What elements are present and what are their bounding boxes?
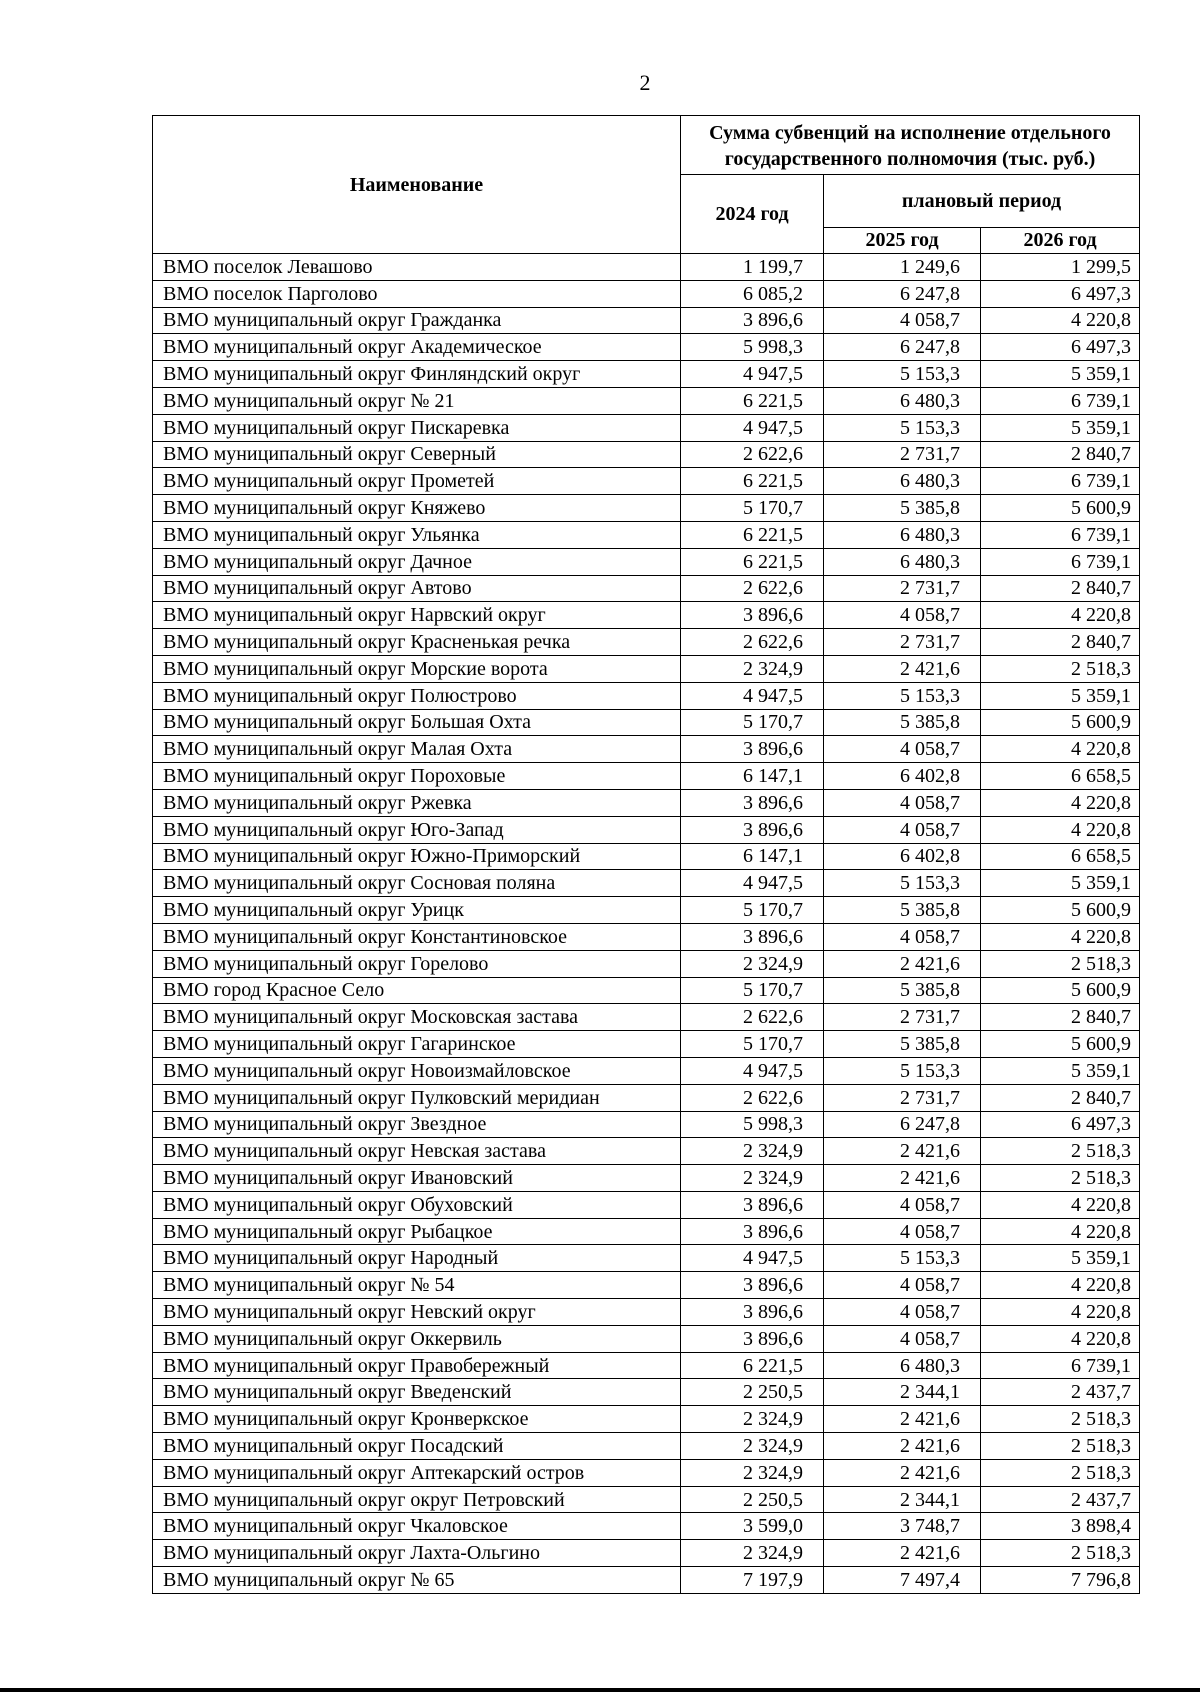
table-row — [153, 629, 1140, 656]
cell-2024: 3 896,6 — [681, 307, 824, 334]
cell-name: ВМО муниципальный округ Народный — [153, 1245, 681, 1272]
table-row — [153, 1111, 1140, 1138]
cell-2026: 2 840,7 — [981, 441, 1140, 468]
table-row — [153, 1004, 1140, 1031]
cell-2026: 6 739,1 — [981, 521, 1140, 548]
cell-2024: 3 599,0 — [681, 1513, 824, 1540]
table-row — [153, 843, 1140, 870]
cell-2026: 4 220,8 — [981, 307, 1140, 334]
table-row — [153, 602, 1140, 629]
cell-2025: 2 421,6 — [824, 1433, 981, 1460]
cell-2025: 5 153,3 — [824, 1245, 981, 1272]
header-year-2025: 2025 год — [824, 227, 981, 254]
cell-2024: 5 998,3 — [681, 1111, 824, 1138]
cell-2025: 6 480,3 — [824, 387, 981, 414]
cell-2026: 2 840,7 — [981, 629, 1140, 656]
cell-name: ВМО муниципальный округ Звездное — [153, 1111, 681, 1138]
cell-2025: 4 058,7 — [824, 789, 981, 816]
cell-2024: 3 896,6 — [681, 1299, 824, 1326]
cell-2025: 2 344,1 — [824, 1486, 981, 1513]
table-row — [153, 414, 1140, 441]
cell-2024: 6 147,1 — [681, 843, 824, 870]
cell-2025: 6 247,8 — [824, 1111, 981, 1138]
table-row — [153, 334, 1140, 361]
table-row — [153, 468, 1140, 495]
subventions-table — [152, 115, 1140, 1594]
cell-2026: 4 220,8 — [981, 602, 1140, 629]
cell-2026: 3 898,4 — [981, 1513, 1140, 1540]
cell-2025: 4 058,7 — [824, 736, 981, 763]
cell-2026: 4 220,8 — [981, 1325, 1140, 1352]
cell-2025: 2 421,6 — [824, 1459, 981, 1486]
cell-2025: 2 344,1 — [824, 1379, 981, 1406]
cell-name: ВМО муниципальный округ Ульянка — [153, 521, 681, 548]
table-row — [153, 1218, 1140, 1245]
cell-name: ВМО муниципальный округ Красненькая речка — [153, 629, 681, 656]
cell-2025: 5 153,3 — [824, 682, 981, 709]
cell-2024: 4 947,5 — [681, 361, 824, 388]
cell-2026: 2 518,3 — [981, 950, 1140, 977]
cell-name: ВМО муниципальный округ Нарвский округ — [153, 602, 681, 629]
cell-2026: 6 497,3 — [981, 334, 1140, 361]
cell-2024: 2 622,6 — [681, 1004, 824, 1031]
cell-2025: 2 731,7 — [824, 1084, 981, 1111]
table-row — [153, 495, 1140, 522]
cell-2024: 2 324,9 — [681, 1433, 824, 1460]
cell-name: ВМО муниципальный округ Южно-Приморский — [153, 843, 681, 870]
cell-2024: 3 896,6 — [681, 1325, 824, 1352]
cell-2024: 2 324,9 — [681, 950, 824, 977]
cell-2026: 6 739,1 — [981, 1352, 1140, 1379]
cell-2024: 6 221,5 — [681, 548, 824, 575]
cell-name: ВМО муниципальный округ Морские ворота — [153, 655, 681, 682]
cell-2025: 4 058,7 — [824, 602, 981, 629]
cell-2025: 5 385,8 — [824, 495, 981, 522]
cell-2026: 5 600,9 — [981, 897, 1140, 924]
cell-name: ВМО муниципальный округ Лахта-Ольгино — [153, 1540, 681, 1567]
cell-2025: 2 731,7 — [824, 629, 981, 656]
cell-name: ВМО муниципальный округ Рыбацкое — [153, 1218, 681, 1245]
cell-2026: 2 518,3 — [981, 1165, 1140, 1192]
cell-2026: 4 220,8 — [981, 816, 1140, 843]
cell-2025: 2 421,6 — [824, 1165, 981, 1192]
cell-name: ВМО муниципальный округ Северный — [153, 441, 681, 468]
cell-name: ВМО муниципальный округ Полюстрово — [153, 682, 681, 709]
cell-name: ВМО муниципальный округ Юго-Запад — [153, 816, 681, 843]
table-row — [153, 1191, 1140, 1218]
cell-2024: 2 250,5 — [681, 1379, 824, 1406]
cell-2024: 3 896,6 — [681, 789, 824, 816]
cell-name: ВМО муниципальный округ Пискаревка — [153, 414, 681, 441]
table-row — [153, 977, 1140, 1004]
cell-name: ВМО муниципальный округ Академическое — [153, 334, 681, 361]
cell-2026: 2 840,7 — [981, 1084, 1140, 1111]
cell-2025: 2 731,7 — [824, 441, 981, 468]
cell-2026: 7 796,8 — [981, 1567, 1140, 1594]
cell-2025: 6 480,3 — [824, 521, 981, 548]
cell-name: ВМО муниципальный округ Константиновское — [153, 923, 681, 950]
table-row — [153, 816, 1140, 843]
cell-2025: 2 421,6 — [824, 950, 981, 977]
cell-2024: 4 947,5 — [681, 870, 824, 897]
page-number: 2 — [639, 70, 651, 95]
cell-2025: 4 058,7 — [824, 1191, 981, 1218]
cell-2024: 3 896,6 — [681, 1218, 824, 1245]
table-row — [153, 1433, 1140, 1460]
cell-name: ВМО муниципальный округ Обуховский — [153, 1191, 681, 1218]
cell-2025: 4 058,7 — [824, 816, 981, 843]
table-row — [153, 521, 1140, 548]
table-row — [153, 736, 1140, 763]
cell-name: ВМО муниципальный округ Введенский — [153, 1379, 681, 1406]
cell-2026: 5 359,1 — [981, 361, 1140, 388]
cell-2024: 6 221,5 — [681, 521, 824, 548]
cell-2024: 6 221,5 — [681, 468, 824, 495]
cell-2024: 4 947,5 — [681, 1245, 824, 1272]
table-row — [153, 254, 1140, 281]
table-row — [153, 1084, 1140, 1111]
cell-name: ВМО муниципальный округ Княжево — [153, 495, 681, 522]
cell-2026: 2 518,3 — [981, 1459, 1140, 1486]
cell-2025: 4 058,7 — [824, 1218, 981, 1245]
cell-name: ВМО муниципальный округ Невская застава — [153, 1138, 681, 1165]
cell-2026: 1 299,5 — [981, 254, 1140, 281]
table-row — [153, 1486, 1140, 1513]
cell-2026: 4 220,8 — [981, 923, 1140, 950]
cell-2024: 7 197,9 — [681, 1567, 824, 1594]
cell-name: ВМО муниципальный округ Правобережный — [153, 1352, 681, 1379]
table-row — [153, 280, 1140, 307]
cell-name: ВМО муниципальный округ № 21 — [153, 387, 681, 414]
cell-2024: 5 170,7 — [681, 495, 824, 522]
cell-name: ВМО муниципальный округ Урицк — [153, 897, 681, 924]
scan-bottom-border — [0, 1688, 1200, 1692]
cell-name: ВМО муниципальный округ Ивановский — [153, 1165, 681, 1192]
cell-name: ВМО муниципальный округ № 54 — [153, 1272, 681, 1299]
cell-2025: 4 058,7 — [824, 1272, 981, 1299]
cell-2026: 2 518,3 — [981, 655, 1140, 682]
cell-2024: 3 896,6 — [681, 1272, 824, 1299]
cell-2025: 6 247,8 — [824, 280, 981, 307]
cell-2025: 2 421,6 — [824, 655, 981, 682]
cell-2025: 2 731,7 — [824, 1004, 981, 1031]
table-body — [153, 254, 1140, 1594]
cell-name: ВМО муниципальный округ Гражданка — [153, 307, 681, 334]
cell-name: ВМО муниципальный округ Дачное — [153, 548, 681, 575]
table-row — [153, 1272, 1140, 1299]
cell-2025: 4 058,7 — [824, 923, 981, 950]
cell-2024: 2 622,6 — [681, 629, 824, 656]
cell-2026: 4 220,8 — [981, 1299, 1140, 1326]
cell-2025: 5 153,3 — [824, 1057, 981, 1084]
cell-2024: 5 170,7 — [681, 709, 824, 736]
cell-name: ВМО муниципальный округ Московская застава — [153, 1004, 681, 1031]
table-row — [153, 870, 1140, 897]
cell-2025: 6 480,3 — [824, 1352, 981, 1379]
table-row — [153, 897, 1140, 924]
cell-2026: 5 359,1 — [981, 1245, 1140, 1272]
cell-name: ВМО муниципальный округ Финляндский округ — [153, 361, 681, 388]
cell-2024: 2 324,9 — [681, 1406, 824, 1433]
table-row — [153, 307, 1140, 334]
cell-name: ВМО муниципальный округ Гагаринское — [153, 1031, 681, 1058]
cell-2026: 2 840,7 — [981, 575, 1140, 602]
cell-2024: 3 896,6 — [681, 736, 824, 763]
cell-2024: 2 324,9 — [681, 655, 824, 682]
cell-2025: 6 480,3 — [824, 548, 981, 575]
subventions-table-container — [152, 115, 1139, 1594]
cell-2025: 5 385,8 — [824, 1031, 981, 1058]
cell-2026: 2 437,7 — [981, 1379, 1140, 1406]
cell-2025: 1 249,6 — [824, 254, 981, 281]
cell-2024: 2 324,9 — [681, 1165, 824, 1192]
table-row — [153, 1352, 1140, 1379]
header-planning-period: плановый период — [824, 175, 1140, 228]
cell-2025: 5 153,3 — [824, 414, 981, 441]
cell-2026: 5 600,9 — [981, 495, 1140, 522]
cell-2024: 5 170,7 — [681, 1031, 824, 1058]
cell-name: ВМО поселок Парголово — [153, 280, 681, 307]
table-row — [153, 1567, 1140, 1594]
cell-2025: 2 421,6 — [824, 1138, 981, 1165]
cell-2024: 4 947,5 — [681, 1057, 824, 1084]
cell-2024: 4 947,5 — [681, 682, 824, 709]
cell-name: ВМО муниципальный округ Малая Охта — [153, 736, 681, 763]
table-row — [153, 682, 1140, 709]
cell-2024: 5 170,7 — [681, 897, 824, 924]
table-row — [153, 575, 1140, 602]
cell-2024: 3 896,6 — [681, 1191, 824, 1218]
cell-2025: 5 385,8 — [824, 977, 981, 1004]
header-year-2024: 2024 год — [681, 175, 824, 254]
header-name: Наименование — [153, 116, 681, 254]
cell-2026: 2 518,3 — [981, 1540, 1140, 1567]
cell-2026: 2 437,7 — [981, 1486, 1140, 1513]
cell-2025: 5 385,8 — [824, 897, 981, 924]
cell-2026: 5 359,1 — [981, 870, 1140, 897]
cell-2025: 4 058,7 — [824, 1299, 981, 1326]
cell-name: ВМО муниципальный округ Большая Охта — [153, 709, 681, 736]
cell-2024: 2 622,6 — [681, 1084, 824, 1111]
cell-2025: 4 058,7 — [824, 1325, 981, 1352]
cell-name: ВМО муниципальный округ № 65 — [153, 1567, 681, 1594]
cell-2024: 2 324,9 — [681, 1138, 824, 1165]
cell-2026: 5 600,9 — [981, 1031, 1140, 1058]
table-row — [153, 361, 1140, 388]
cell-2026: 5 359,1 — [981, 414, 1140, 441]
table-row — [153, 1245, 1140, 1272]
cell-2025: 6 247,8 — [824, 334, 981, 361]
cell-2024: 6 221,5 — [681, 1352, 824, 1379]
table-header — [153, 116, 1140, 254]
cell-2026: 6 658,5 — [981, 763, 1140, 790]
cell-2025: 2 731,7 — [824, 575, 981, 602]
table-row — [153, 387, 1140, 414]
table-row — [153, 1459, 1140, 1486]
table-row — [153, 1379, 1140, 1406]
cell-2025: 7 497,4 — [824, 1567, 981, 1594]
cell-2024: 6 147,1 — [681, 763, 824, 790]
table-row — [153, 950, 1140, 977]
cell-2026: 5 359,1 — [981, 1057, 1140, 1084]
cell-name: ВМО муниципальный округ Сосновая поляна — [153, 870, 681, 897]
cell-name: ВМО муниципальный округ Автово — [153, 575, 681, 602]
cell-2026: 4 220,8 — [981, 736, 1140, 763]
cell-2024: 3 896,6 — [681, 923, 824, 950]
cell-name: ВМО муниципальный округ Пулковский меридиан — [153, 1084, 681, 1111]
cell-name: ВМО муниципальный округ Прометей — [153, 468, 681, 495]
cell-name: ВМО муниципальный округ Оккервиль — [153, 1325, 681, 1352]
cell-name: ВМО поселок Левашово — [153, 254, 681, 281]
table-row — [153, 1513, 1140, 1540]
cell-2026: 4 220,8 — [981, 1272, 1140, 1299]
cell-2024: 1 199,7 — [681, 254, 824, 281]
cell-2024: 2 622,6 — [681, 441, 824, 468]
table-row — [153, 789, 1140, 816]
cell-2025: 5 385,8 — [824, 709, 981, 736]
cell-name: ВМО муниципальный округ Кронверкское — [153, 1406, 681, 1433]
cell-2026: 6 739,1 — [981, 468, 1140, 495]
header-sum: Сумма субвенций на исполнение отдельного государственного полномочия (тыс. руб.) — [681, 116, 1140, 175]
table-row — [153, 1299, 1140, 1326]
cell-2026: 2 840,7 — [981, 1004, 1140, 1031]
cell-2025: 5 153,3 — [824, 870, 981, 897]
table-row — [153, 1325, 1140, 1352]
cell-2024: 2 622,6 — [681, 575, 824, 602]
cell-2026: 2 518,3 — [981, 1433, 1140, 1460]
table-row — [153, 1031, 1140, 1058]
cell-2025: 4 058,7 — [824, 307, 981, 334]
cell-name: ВМО муниципальный округ Чкаловское — [153, 1513, 681, 1540]
cell-2024: 3 896,6 — [681, 816, 824, 843]
cell-2024: 6 085,2 — [681, 280, 824, 307]
cell-2026: 6 497,3 — [981, 280, 1140, 307]
cell-2024: 2 324,9 — [681, 1540, 824, 1567]
cell-2024: 6 221,5 — [681, 387, 824, 414]
table-row — [153, 1057, 1140, 1084]
table-row — [153, 655, 1140, 682]
table-row — [153, 548, 1140, 575]
cell-name: ВМО муниципальный округ Горелово — [153, 950, 681, 977]
cell-2026: 4 220,8 — [981, 789, 1140, 816]
cell-name: ВМО муниципальный округ Ржевка — [153, 789, 681, 816]
table-row — [153, 441, 1140, 468]
table-row — [153, 1165, 1140, 1192]
cell-2026: 6 497,3 — [981, 1111, 1140, 1138]
cell-2025: 6 402,8 — [824, 763, 981, 790]
cell-name: ВМО муниципальный округ Пороховые — [153, 763, 681, 790]
cell-2024: 2 250,5 — [681, 1486, 824, 1513]
cell-2026: 2 518,3 — [981, 1406, 1140, 1433]
cell-2024: 5 170,7 — [681, 977, 824, 1004]
cell-2026: 5 600,9 — [981, 709, 1140, 736]
cell-name: ВМО муниципальный округ Невский округ — [153, 1299, 681, 1326]
cell-name: ВМО город Красное Село — [153, 977, 681, 1004]
cell-2024: 3 896,6 — [681, 602, 824, 629]
table-row — [153, 923, 1140, 950]
cell-2025: 3 748,7 — [824, 1513, 981, 1540]
cell-2025: 2 421,6 — [824, 1540, 981, 1567]
cell-2024: 2 324,9 — [681, 1459, 824, 1486]
cell-2026: 4 220,8 — [981, 1191, 1140, 1218]
cell-2025: 6 402,8 — [824, 843, 981, 870]
cell-2025: 5 153,3 — [824, 361, 981, 388]
cell-2026: 6 739,1 — [981, 548, 1140, 575]
cell-name: ВМО муниципальный округ округ Петровский — [153, 1486, 681, 1513]
cell-2024: 4 947,5 — [681, 414, 824, 441]
cell-2026: 2 518,3 — [981, 1138, 1140, 1165]
cell-name: ВМО муниципальный округ Новоизмайловское — [153, 1057, 681, 1084]
cell-2026: 5 600,9 — [981, 977, 1140, 1004]
cell-2026: 6 739,1 — [981, 387, 1140, 414]
cell-2025: 6 480,3 — [824, 468, 981, 495]
cell-name: ВМО муниципальный округ Посадский — [153, 1433, 681, 1460]
table-row — [153, 709, 1140, 736]
table-row — [153, 1138, 1140, 1165]
cell-2026: 6 658,5 — [981, 843, 1140, 870]
cell-2026: 5 359,1 — [981, 682, 1140, 709]
header-year-2026: 2026 год — [981, 227, 1140, 254]
cell-name: ВМО муниципальный округ Аптекарский остров — [153, 1459, 681, 1486]
table-row — [153, 1540, 1140, 1567]
table-row — [153, 1406, 1140, 1433]
cell-2024: 5 998,3 — [681, 334, 824, 361]
cell-2025: 2 421,6 — [824, 1406, 981, 1433]
table-row — [153, 763, 1140, 790]
cell-2026: 4 220,8 — [981, 1218, 1140, 1245]
